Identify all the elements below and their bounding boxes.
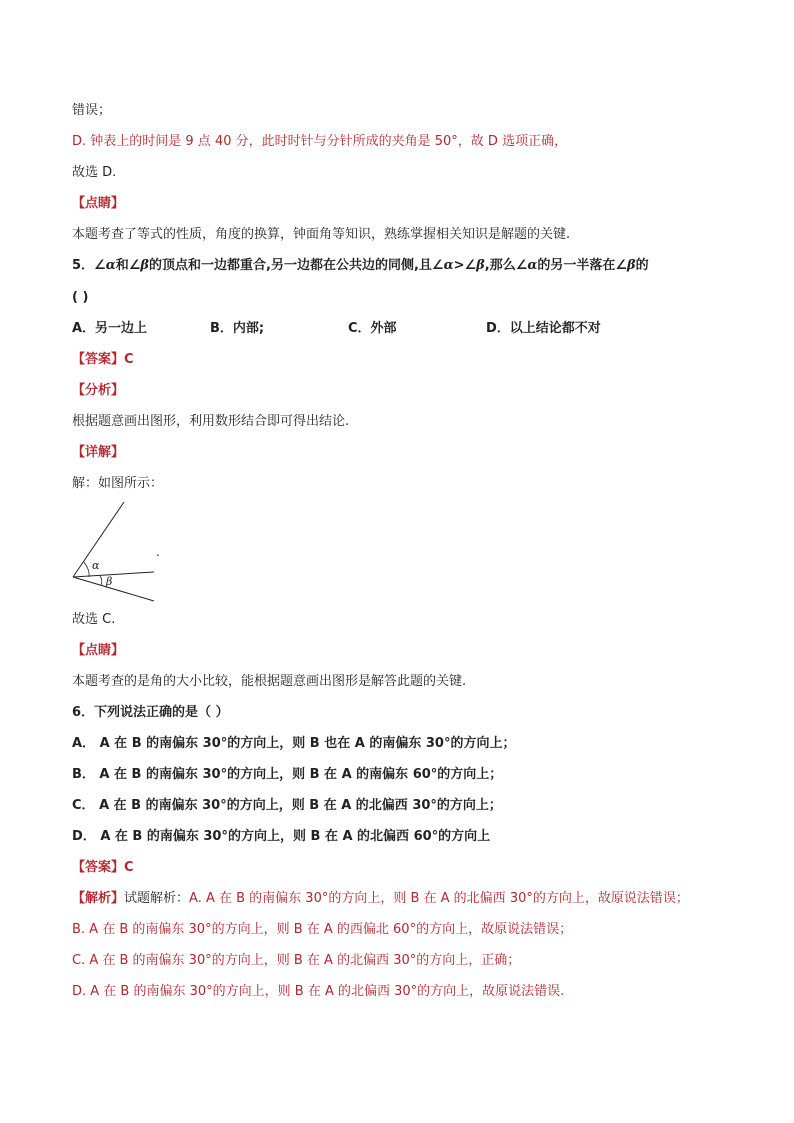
answer-value: C bbox=[124, 860, 134, 875]
answer-tag: 【答案】 bbox=[72, 352, 125, 367]
beta: β bbox=[627, 258, 636, 273]
answer-tag: 【答案】 bbox=[72, 860, 125, 875]
section-tag: 【点睛】 bbox=[72, 643, 125, 658]
text: >∠ bbox=[453, 258, 477, 273]
question-6: 6．下列说法正确的是（ ） bbox=[72, 705, 229, 720]
beta: β bbox=[476, 258, 485, 273]
option-a: A．另一边上 bbox=[72, 321, 148, 336]
alpha: α bbox=[105, 258, 116, 273]
answer-line bbox=[72, 351, 134, 369]
jiexi-text: A. A 在 B 的南偏东 30°的方向上，则 B 在 A 的北偏西 30°的方向上，故原说法错误； bbox=[189, 891, 689, 906]
option-a: A． A 在 B 的南偏东 30°的方向上，则 B 也在 A 的南偏东 30°的方向上； bbox=[72, 736, 516, 751]
text-line: D. A 在 B 的南偏东 30°的方向上，则 B 在 A 的北偏西 30°的方向上，故原说法错误. bbox=[72, 984, 565, 999]
text-line: D. 钟表上的时间是 9 点 40 分，此时时针与分针所成的夹角是 50°，故 D 选项正确， bbox=[72, 134, 568, 149]
jiexi-lead: 试题解析： bbox=[124, 891, 190, 906]
section-tag: 【详解】 bbox=[72, 445, 125, 460]
text-line: 本题考查了等式的性质，角度的换算，钟面角等知识，熟练掌握相关知识是解题的关键. bbox=[72, 227, 571, 242]
label-alpha: α bbox=[92, 559, 100, 572]
beta: β bbox=[140, 258, 150, 273]
text-line: 故选 C. bbox=[72, 612, 116, 627]
text-line: 错误； bbox=[72, 103, 112, 118]
label-beta: β bbox=[106, 575, 113, 588]
figure-dot: . bbox=[156, 545, 160, 559]
alpha: α bbox=[443, 258, 454, 273]
arc-alpha bbox=[84, 562, 89, 577]
answer-value: C bbox=[124, 352, 134, 367]
option-c: C． A 在 B 的南偏东 30°的方向上，则 B 在 A 的北偏西 30°的方向上； bbox=[72, 798, 502, 813]
text: 的另一半落在∠ bbox=[537, 258, 628, 273]
option-d: D． A 在 B 的南偏东 30°的方向上，则 B 在 A 的北偏西 60°的方向上 bbox=[72, 829, 491, 844]
text-line: 本题考查的是角的大小比较，能根据题意画出图形是解答此题的关键. bbox=[72, 674, 467, 689]
angle-figure bbox=[70, 500, 170, 606]
text: 和∠ bbox=[115, 258, 141, 273]
section-tag: 【分析】 bbox=[72, 383, 125, 398]
arc-beta bbox=[100, 576, 102, 585]
option-c: C．外部 bbox=[348, 321, 397, 336]
jiexi-tag: 【解析】 bbox=[72, 891, 125, 906]
text: 的 bbox=[635, 258, 649, 273]
text-line: C. A 在 B 的南偏东 30°的方向上，则 B 在 A 的北偏西 30°的方向上，正确； bbox=[72, 953, 521, 968]
text: 的顶点和一边都重合,另一边都在公共边的同侧,且∠ bbox=[149, 258, 444, 273]
question-paren: ( ) bbox=[72, 290, 89, 305]
analysis-line bbox=[72, 890, 689, 908]
text-line: 根据题意画出图形，利用数形结合即可得出结论. bbox=[72, 414, 350, 429]
text: 5．∠ bbox=[72, 258, 106, 273]
question-5 bbox=[72, 257, 649, 275]
option-b: B． A 在 B 的南偏东 30°的方向上，则 B 在 A 的南偏东 60°的方向上； bbox=[72, 767, 503, 782]
ray-middle bbox=[73, 572, 154, 577]
alpha: α bbox=[527, 258, 538, 273]
ray-lower bbox=[73, 577, 154, 601]
text-line: B. A 在 B 的南偏东 30°的方向上，则 B 在 A 的西偏北 60°的方向上，故原说法错误； bbox=[72, 922, 573, 937]
section-tag: 【点睛】 bbox=[72, 196, 125, 211]
text: ,那么∠ bbox=[484, 258, 528, 273]
text-line: 故选 D. bbox=[72, 165, 117, 180]
answer-line bbox=[72, 859, 134, 877]
option-b: B．内部; bbox=[210, 321, 265, 336]
text-line: 解：如图所示： bbox=[72, 476, 164, 491]
option-d: D．以上结论都不对 bbox=[486, 321, 601, 336]
